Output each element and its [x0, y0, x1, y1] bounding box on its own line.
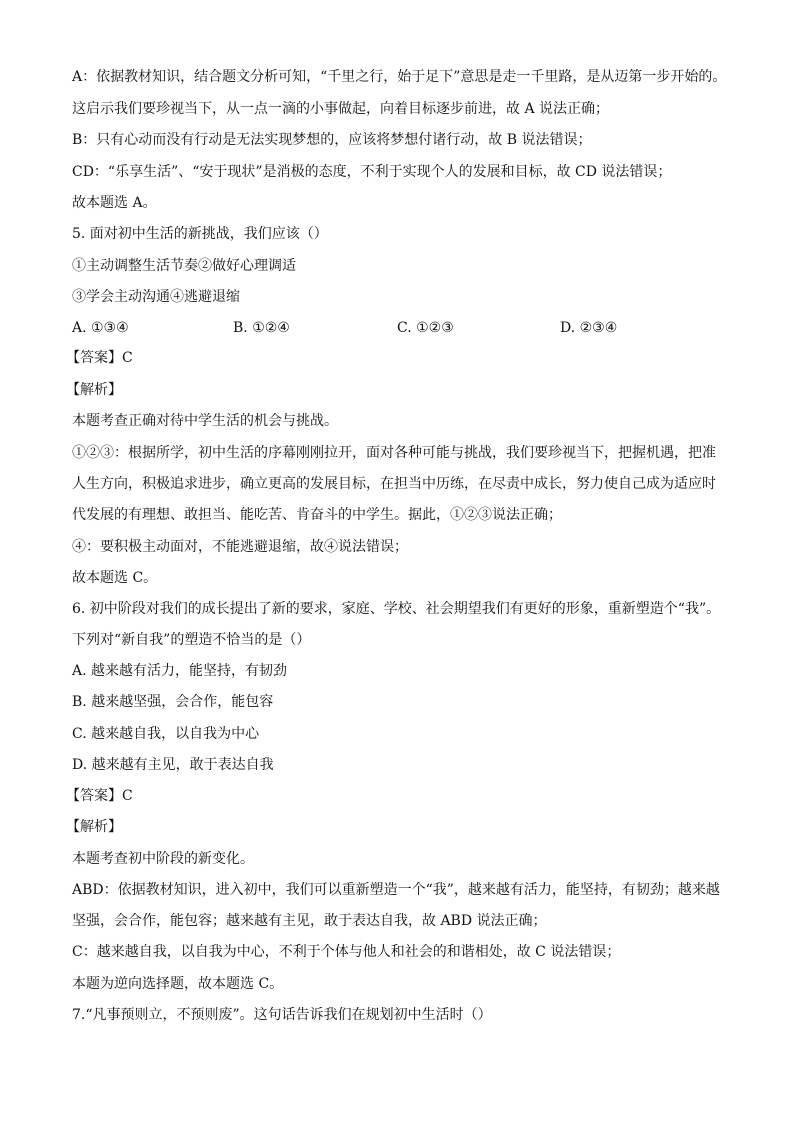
text-line: B：只有心动而没有行动是无法实现梦想的，应该将梦想付诸行动，故 B 说法错误； [72, 132, 592, 148]
option-c: C. 越来越自我，以自我为中心 [72, 726, 260, 742]
text-line: C：越来越自我，以自我为中心，不利于个体与他人和社会的和谐相处，故 C 说法错误； [72, 944, 621, 960]
option-a: A. 越来越有活力，能坚持，有韧劲 [72, 663, 288, 679]
text-line: ①主动调整生活节奏②做好心理调适 [72, 258, 296, 274]
text-line: 代发展的有理想、敢担当、能吃苦、肯奋斗的中学生。据此，①②③说法正确； [72, 507, 562, 523]
text-line: ABD：依据教材知识，进入初中，我们可以重新塑造一个“我”，越来越有活力，能坚持，有韧劲；越来越 [72, 882, 720, 898]
text-line: ④：要积极主动面对，不能逃避退缩，故④说法错误； [72, 539, 408, 555]
option-d: D. 越来越有主见，敢于表达自我 [72, 757, 274, 773]
option-c: C. ①②③ [397, 320, 454, 336]
text-line: 故本题选 C。 [72, 570, 158, 586]
question-title: 7.“凡事预则立，不预则废”。这句话告诉我们在规划初中生活时（） [72, 1007, 492, 1023]
text-line: 坚强，会合作，能包容；越来越有主见，敢于表达自我，故 ABD 说法正确； [72, 913, 547, 929]
text-line: 本题为逆向选择题，故本题选 C。 [72, 976, 284, 992]
text-line: ③学会主动沟通④逃避退缩 [72, 289, 240, 305]
option-a: A. ①③④ [72, 320, 129, 336]
answer-label: 【答案】C [66, 788, 133, 804]
option-b: B. ①②④ [233, 320, 290, 336]
question-title: 5. 面对初中生活的新挑战，我们应该（） [72, 226, 328, 242]
question-title: 6. 初中阶段对我们的成长提出了新的要求，家庭、学校、社会期望我们有更好的形象，重新塑造个“我”。 [72, 601, 721, 617]
text-line: 本题考查正确对待中学生活的机会与挑战。 [72, 413, 338, 429]
text-line: 这启示我们要珍视当下，从一点一滴的小事做起，向着目标逐步前进，故 A 说法正确； [72, 101, 610, 117]
option-d: D. ②③④ [560, 320, 618, 336]
answer-label: 【答案】C [66, 350, 133, 366]
text-line: 下列对“新自我”的塑造不恰当的是（） [72, 632, 311, 648]
analysis-label: 【解析】 [66, 819, 122, 835]
q5-options [72, 318, 772, 338]
text-line: 人生方向，积极追求进步，确立更高的发展目标，在担当中历练，在尽责中成长，努力使自己成为适应时 [72, 476, 716, 492]
text-line: ①②③：根据所学，初中生活的序幕刚刚拉开，面对各种可能与挑战，我们要珍视当下，把握机遇，把准 [72, 445, 716, 461]
text-line: CD：“乐享生活”、“安于现状”是消极的态度，不利于实现个人的发展和目标，故 CD 说法错误； [72, 164, 672, 180]
text-line: A：依据教材知识，结合题文分析可知，“千里之行，始于足下”意思是走一千里路，是从迈第一步开始的。 [72, 69, 727, 85]
analysis-label: 【解析】 [66, 382, 122, 398]
option-b: B. 越来越坚强，会合作，能包容 [72, 694, 274, 710]
text-line: 故本题选 A。 [72, 195, 157, 211]
text-line: 本题考查初中阶段的新变化。 [72, 851, 254, 867]
